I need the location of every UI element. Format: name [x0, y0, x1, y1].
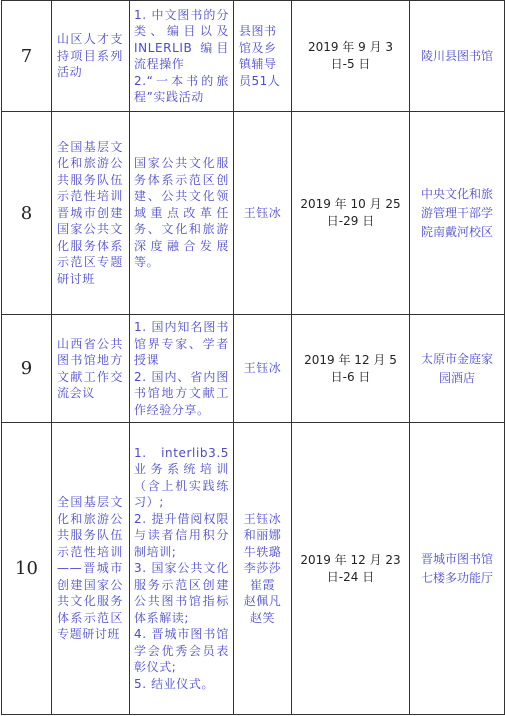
table-row — [2, 112, 505, 315]
participants: 县图书馆及乡镇辅导员51人 — [234, 1, 292, 112]
activity-content: 1. 国内知名图书馆界专家、学者授课 2. 国内、省内图书馆地方文献工作经验分享。 — [130, 315, 234, 423]
table-row — [2, 315, 505, 423]
activity-name: 全国基层文化和旅游公共服务队伍示范性培训晋城市创建国家公共文化服务体系示范区专题研讨班 — [52, 112, 130, 315]
activity-place: 太原市金庭家园酒店 — [410, 315, 505, 423]
participants: 王钰冰 — [234, 315, 292, 423]
activity-name: 山西省公共图书馆地方文献工作交流会议 — [52, 315, 130, 423]
activity-content: 国家公共文化服务体系示范区创建、公共文化领域重点改革任务、文化和旅游深度融合发展等。 — [130, 112, 234, 315]
row-number: 10 — [2, 423, 52, 715]
activity-name: 山区人才支持项目系列活动 — [52, 1, 130, 112]
table-row — [2, 423, 505, 715]
training-table — [1, 0, 505, 715]
activity-content: 1. 中文图书的分类、编目以及 INLERLIB 编目流程操作 2.“一本书的旅程”实践活动 — [130, 1, 234, 112]
activity-place: 陵川县图书馆 — [410, 1, 505, 112]
activity-name: 全国基层文化和旅游公共服务队伍示范性培训——晋城市创建国家公共文化服务体系示范区专题研讨班 — [52, 423, 130, 715]
row-number: 9 — [2, 315, 52, 423]
activity-place: 中央文化和旅游管理干部学院南戴河校区 — [410, 112, 505, 315]
row-number: 8 — [2, 112, 52, 315]
activity-content: 1. interlib3.5 业务系统培训（含上机实践练习）; 2. 提升借阅权限与读者信用积分制培训; 3. 国家公共文化服务示范区创建公共图书馆指标体系解读; 4. 晋城市图书馆学会优秀会员表彰仪式; 5. 结业仪式。 — [130, 423, 234, 715]
participants: 王钰冰 — [234, 112, 292, 315]
activity-date: 2019 年 12 月 5 日-6 日 — [292, 315, 410, 423]
row-number: 7 — [2, 1, 52, 112]
participants: 王钰冰 和丽娜 牛轶璐 李莎莎 崔霞 赵佩凡 赵笑 — [234, 423, 292, 715]
activity-date: 2019 年 12 月 23 日-24 日 — [292, 423, 410, 715]
activity-date: 2019 年 10 月 25 日-29 日 — [292, 112, 410, 315]
activity-place: 晋城市图书馆七楼多功能厅 — [410, 423, 505, 715]
activity-date: 2019 年 9 月 3 日-5 日 — [292, 1, 410, 112]
table-row — [2, 1, 505, 112]
